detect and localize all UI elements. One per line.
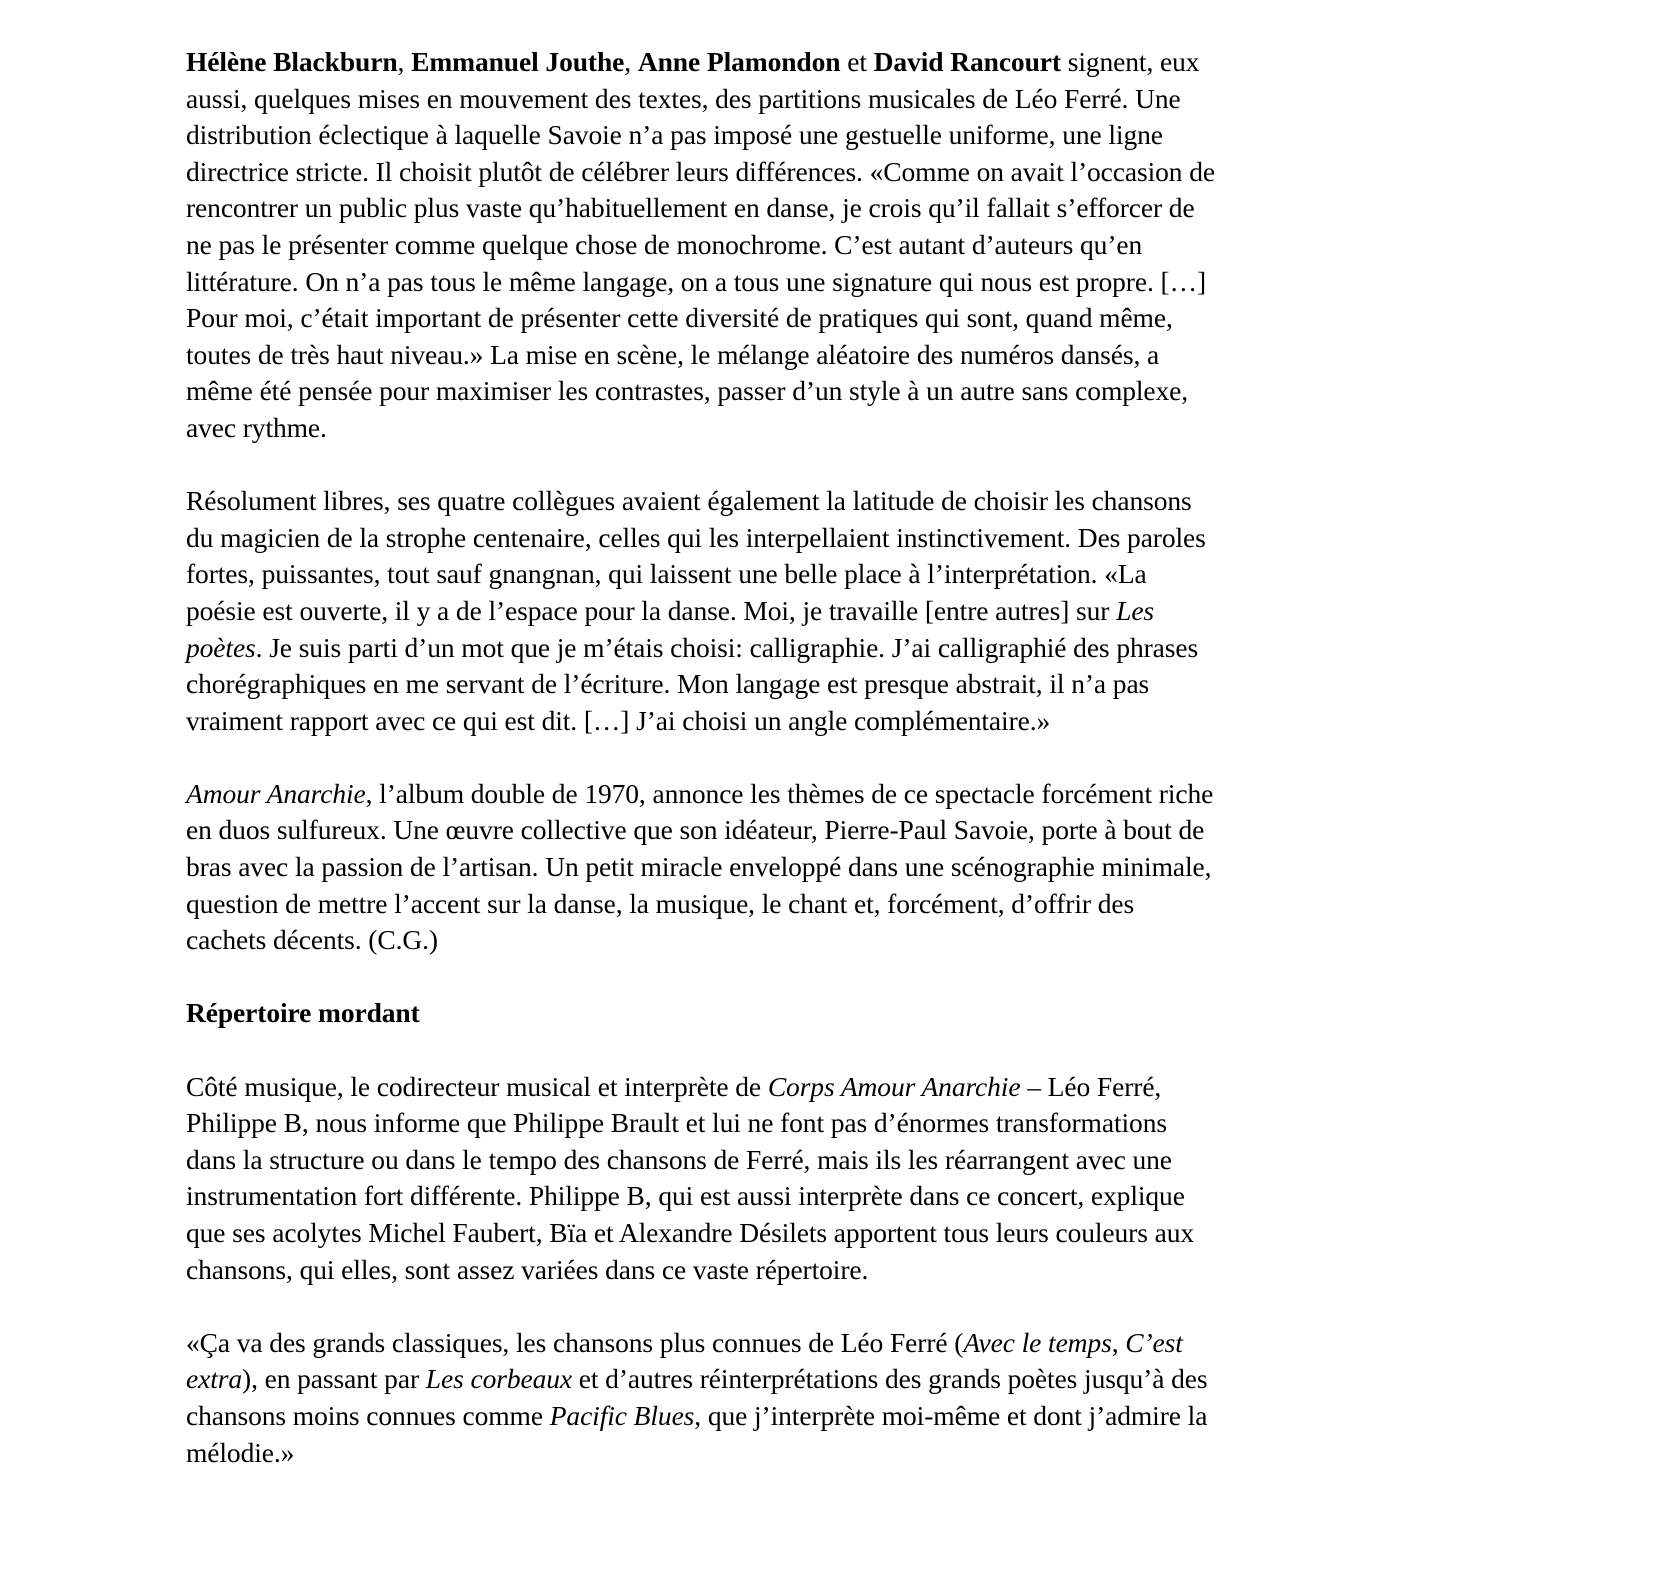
italic-title: extra (186, 1363, 243, 1395)
text-line (186, 812, 1486, 849)
text-line (186, 666, 1486, 703)
text-line (186, 1069, 1486, 1106)
text-run: – Léo Ferré, (1020, 1070, 1162, 1102)
text-line (186, 1178, 1486, 1215)
text-run: même été pensée pour maximiser les contrastes, passer d’un style à un autre sans complexe, (186, 375, 1189, 407)
text-line (186, 1325, 1486, 1362)
text-run: bras avec la passion de l’artisan. Un petit miracle enveloppé dans une scénographie minimale, (186, 851, 1212, 883)
text-line (186, 337, 1486, 374)
italic-title: Corps Amour Anarchie (767, 1070, 1021, 1102)
text-run: avec rythme. (186, 411, 327, 443)
text-run: Résolument libres, ses quatre collègues avaient également la latitude de choisir les chansons (186, 485, 1192, 517)
text-line (186, 373, 1486, 410)
bold-name: Hélène Blackburn (186, 46, 398, 77)
text-run: toutes de très haut niveau.» La mise en scène, le mélange aléatoire des numéros dansés, a (186, 338, 1160, 370)
text-run: fortes, puissantes, tout sauf gnangnan, qui laissent une belle place à l’interprétation. «La (186, 558, 1147, 590)
italic-title: Les (1116, 594, 1155, 626)
text-run: instrumentation fort différente. Philippe B, qui est aussi interprète dans ce concert, explique (186, 1180, 1185, 1212)
text-run: cachets décents. (C.G.) (186, 924, 438, 956)
text-run: ), en passant par (242, 1363, 426, 1395)
text-run: Philippe B, nous informe que Philippe Brault et lui ne font pas d’énormes transformations (186, 1107, 1167, 1139)
bold-name: Emmanuel Jouthe (411, 46, 625, 77)
document-page (186, 44, 1486, 1508)
text-run: mélodie.» (186, 1436, 295, 1468)
italic-title: poètes (186, 631, 256, 663)
text-line (186, 593, 1486, 630)
text-line (186, 1435, 1486, 1472)
text-line (186, 703, 1486, 740)
text-run: , (624, 46, 638, 77)
text-line (186, 886, 1486, 923)
text-line (186, 227, 1486, 264)
text-run: , (397, 46, 412, 77)
text-line (186, 1142, 1486, 1179)
text-run: et (840, 46, 874, 77)
text-line (186, 520, 1486, 557)
text-run: que ses acolytes Michel Faubert, Bïa et Alexandre Désilets apportent tous leurs couleurs aux (186, 1217, 1195, 1248)
text-run: chorégraphiques en me servant de l’écriture. Mon langage est presque abstrait, il n’a pas (186, 668, 1150, 700)
body-text-section-2 (186, 1069, 1486, 1472)
text-line (186, 630, 1486, 667)
text-line (186, 1105, 1486, 1142)
text-line (186, 922, 1486, 959)
text-run: rencontrer un public plus vaste qu’habituellement en danse, je crois qu’il fallait s’efforcer de (186, 192, 1195, 224)
text-line (186, 300, 1486, 337)
text-run: Pour moi, c’était important de présenter cette diversité de pratiques qui sont, quand même, (186, 302, 1173, 334)
text-line (186, 44, 1486, 81)
text-line (186, 849, 1486, 886)
paragraph (186, 776, 1486, 959)
italic-title: Avec le temps (963, 1326, 1112, 1358)
text-line (186, 190, 1486, 227)
text-line (186, 1361, 1486, 1398)
bold-name: Anne Plamondon (637, 46, 841, 77)
text-run: distribution éclectique à laquelle Savoie n’a pas imposé une gestuelle uniforme, une ligne (186, 119, 1163, 151)
text-run: chansons, qui elles, sont assez variées dans ce vaste répertoire. (186, 1253, 869, 1285)
text-line (186, 154, 1486, 191)
paragraph (186, 483, 1486, 739)
text-run: littérature. On n’a pas tous le même langage, on a tous une signature qui nous est propre. […] (186, 265, 1207, 297)
section-heading: Répertoire mordant (186, 997, 420, 1029)
italic-title: Pacific Blues (549, 1399, 695, 1431)
text-run: question de mettre l’accent sur la danse, la musique, le chant et, forcément, d’offrir des (186, 887, 1135, 919)
italic-title: Les corbeaux (425, 1363, 572, 1395)
body-text-section-1 (186, 44, 1486, 959)
text-run: chansons moins connues comme (186, 1399, 550, 1431)
text-run: , que j’interprète moi-même et dont j’admire la (694, 1399, 1208, 1431)
text-run: aussi, quelques mises en mouvement des textes, des partitions musicales de Léo Ferré. Une (186, 82, 1181, 114)
text-line (186, 81, 1486, 118)
text-line (186, 1252, 1486, 1289)
text-run: vraiment rapport avec ce qui est dit. […] J’ai choisi un angle complémentaire.» (186, 704, 1051, 736)
text-run: , (1111, 1326, 1126, 1358)
italic-title: Amour Anarchie (186, 777, 366, 809)
text-line (186, 776, 1486, 813)
text-line (186, 117, 1486, 154)
text-line (186, 410, 1486, 447)
italic-title: C’est (1125, 1326, 1183, 1358)
text-line (186, 264, 1486, 301)
text-run: ne pas le présenter comme quelque chose de monochrome. C’est autant d’auteurs qu’en (186, 228, 1143, 260)
text-run: «Ça va des grands classiques, les chansons plus connues de Léo Ferré ( (186, 1326, 964, 1358)
paragraph (186, 1069, 1486, 1289)
text-run: dans la structure ou dans le tempo des chansons de Ferré, mais ils les réarrangent avec une (186, 1143, 1172, 1175)
text-run: , l’album double de 1970, annonce les thèmes de ce spectacle forcément riche (365, 777, 1214, 809)
text-run: directrice stricte. Il choisit plutôt de célébrer leurs différences. «Comme on avait l’occasion de (186, 155, 1215, 187)
text-run: en duos sulfureux. Une œuvre collective que son idéateur, Pierre-Paul Savoie, porte à bout de (186, 814, 1205, 846)
text-run: Côté musique, le codirecteur musical et interprète de (186, 1070, 768, 1102)
text-line (186, 1215, 1486, 1252)
paragraph (186, 44, 1486, 447)
text-run: . Je suis parti d’un mot que je m’étais choisi: calligraphie. J’ai calligraphié des phrases (255, 631, 1199, 663)
bold-name: David Rancourt (873, 46, 1061, 77)
text-run: poésie est ouverte, il y a de l’espace pour la danse. Moi, je travaille [entre autres] sur (186, 594, 1117, 626)
text-line (186, 556, 1486, 593)
text-run: et d’autres réinterprétations des grands poètes jusqu’à des (571, 1363, 1208, 1395)
text-run: du magicien de la strophe centenaire, celles qui les interpellaient instinctivement. Des paroles (186, 521, 1206, 553)
text-line (186, 1398, 1486, 1435)
text-run: signent, eux (1060, 46, 1200, 77)
text-line (186, 483, 1486, 520)
paragraph (186, 1325, 1486, 1471)
